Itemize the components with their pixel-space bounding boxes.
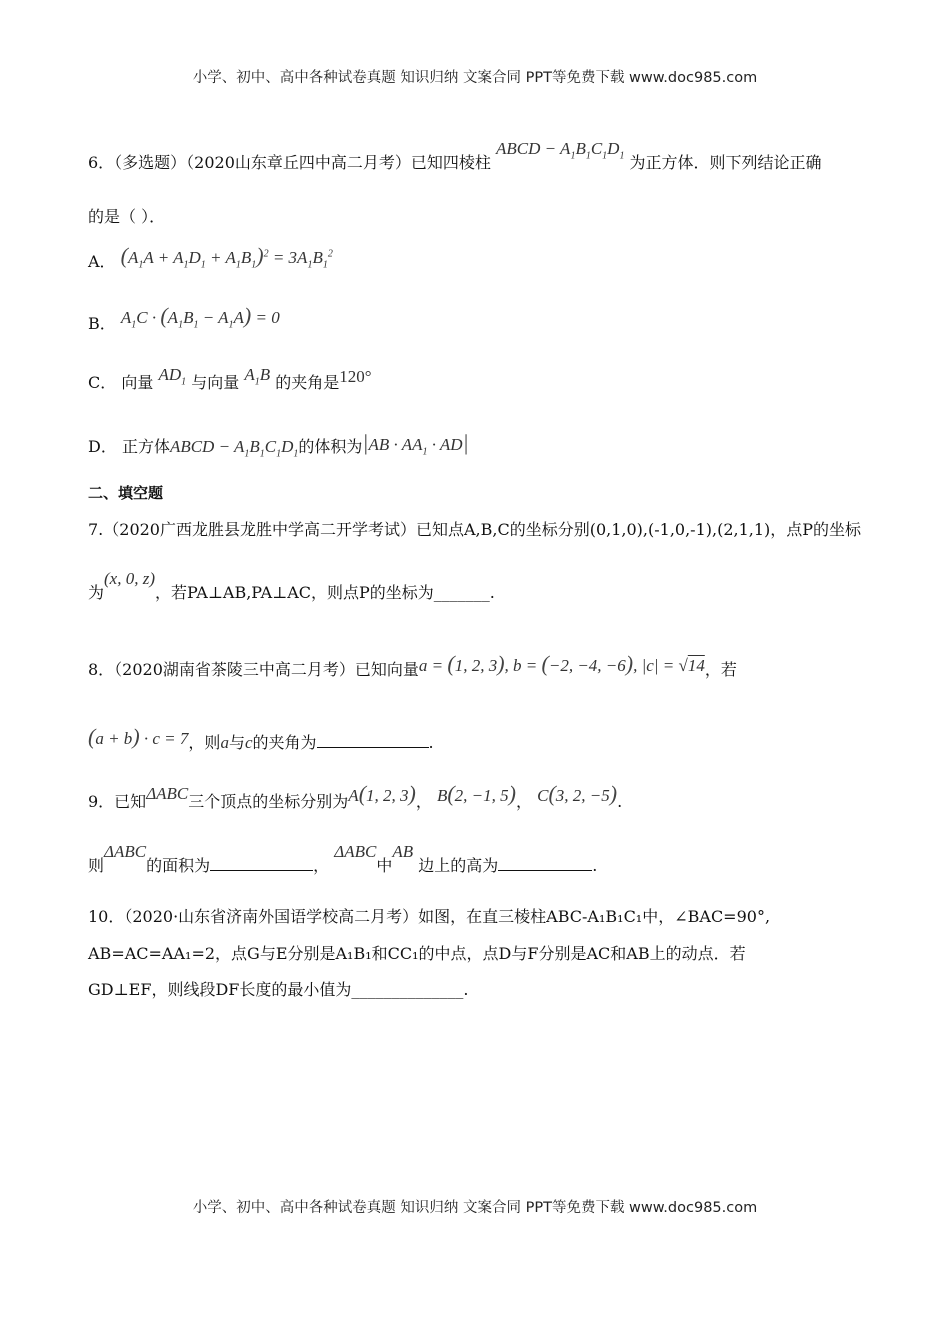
q9-point-a: A(1, 2, 3) xyxy=(348,781,416,806)
q6-line2: 的是（ ）． xyxy=(88,207,166,226)
q8-text-d: 与 xyxy=(228,733,245,752)
q8-var-c: c xyxy=(244,733,253,752)
q6-option-b xyxy=(88,303,280,336)
q10-line1: 10．（2020·山东省济南外国语学校高二月考）如图，在直三棱柱ABC-A₁B₁C₁中，∠BAC=90°, xyxy=(88,907,771,926)
q9-text-e: 的面积为 xyxy=(146,856,211,875)
q8-line2 xyxy=(88,724,434,754)
q9-text-h: 边上的高为 xyxy=(418,856,499,875)
option-d-volume: $|AB \cdot AA_1 \cdot AD|$ xyxy=(362,430,469,458)
q8-dot-formula: (a + b) · c = 7 xyxy=(88,724,189,749)
q8-text-f: . xyxy=(428,733,434,752)
q6-option-d xyxy=(88,432,469,459)
q8-answer-blank[interactable] xyxy=(317,733,429,748)
q7-line2 xyxy=(88,569,495,603)
q6-option-a xyxy=(88,243,333,274)
q9-text-g: 中 xyxy=(376,856,393,875)
option-b-formula: $A_1C \cdot (A_1B_1 - A_1A) = 0$ xyxy=(120,303,280,331)
q7-text-a: 为 xyxy=(88,583,105,602)
option-c-label: C． xyxy=(88,373,117,392)
option-c-text1: 向量 xyxy=(121,373,154,392)
q8-var-a: a xyxy=(220,733,229,752)
option-c-text2: 与向量 xyxy=(191,373,240,392)
q6-option-c xyxy=(88,365,372,395)
q9-side-ab: AB xyxy=(392,842,414,861)
vector-a1b: $A_1B$ xyxy=(244,365,271,388)
section-title: 二、填空题 xyxy=(88,484,164,502)
q10-line3: GD⊥EF，则线段DF长度的最小值为______________. xyxy=(88,980,469,999)
q9-area-blank[interactable] xyxy=(210,856,313,871)
q9-text-b: 三个顶点的坐标分别为 xyxy=(188,792,349,811)
option-d-text1: 正方体 xyxy=(121,437,170,456)
option-b-label: B． xyxy=(88,314,116,333)
q9-triangle-3: ΔABC xyxy=(334,842,377,861)
q6-suffix: 为正方体．则下列结论正确 xyxy=(629,153,822,172)
q7-text-b: ，若PA⊥AB,PA⊥AC，则点P的坐标为_______. xyxy=(155,583,495,602)
q9-triangle-2: ΔABC xyxy=(104,842,147,861)
q9-text-d: 则 xyxy=(88,856,105,875)
q9-line1 xyxy=(88,781,623,813)
q9-text-i: . xyxy=(592,856,598,875)
q7-line1: 7.（2020广西龙胜县龙胜中学高二开学考试）已知点A,B,C的坐标分别(0,1,0),(-1,0,-1),(2,1,1)，点P的坐标 xyxy=(88,520,862,539)
option-d-label: D． xyxy=(88,437,117,456)
option-a-formula: $(A_1A + A_1D_1 + A_1B_1)^2 = 3A_1B_1^2$ xyxy=(120,243,333,271)
q8-text-e: 的夹角为 xyxy=(252,733,317,752)
q6-prism-formula: ABCD − $A_1B_1C_1D_1$ xyxy=(496,139,625,162)
q8-line1 xyxy=(88,651,737,681)
q8-text-b: ，若 xyxy=(704,660,737,679)
q8-text-a: 8．（2020湖南省茶陵三中高二月考）已知向量 xyxy=(88,660,419,679)
q7-coord: (x, 0, z) xyxy=(104,569,155,588)
q9-line2 xyxy=(88,842,598,876)
page-footer: 小学、初中、高中各种试卷真题 知识归纳 文案合同 PPT等免费下载 www.doc985.com xyxy=(192,1200,758,1216)
q6-line1 xyxy=(88,139,822,175)
q9-triangle: ΔABC xyxy=(146,784,189,803)
q9-text-f: ， xyxy=(313,856,330,875)
q9-text-c: . xyxy=(617,792,623,811)
option-c-angle: 120° xyxy=(339,367,372,386)
q6-prefix: 6．（多选题）（2020山东章丘四中高二月考）已知四棱柱 xyxy=(88,153,491,172)
option-a-label: A． xyxy=(88,252,116,271)
q8-text-c: ，则 xyxy=(188,733,221,752)
page-header: 小学、初中、高中各种试卷真题 知识归纳 文案合同 PPT等免费下载 www.doc985.com xyxy=(192,70,758,86)
q10-line2: AB=AC=AA₁=2，点G与E分别是A₁B₁和CC₁的中点，点D与F分别是AC和AB上的动点．若 xyxy=(88,944,746,963)
q9-sep-2: ， xyxy=(515,792,532,811)
option-d-text2: 的体积为 xyxy=(298,437,363,456)
option-d-cube: ABCD − $A_1B_1C_1D_1$ xyxy=(169,437,299,460)
q9-point-c: C(3, 2, −5) xyxy=(537,781,618,806)
q9-sep-1: ， xyxy=(415,792,432,811)
q8-vectors: a = (1, 2, 3), b = (−2, −4, −6), |c| = √14 xyxy=(418,651,705,676)
q9-text-a: 9．已知 xyxy=(88,792,147,811)
option-c-text3: 的夹角是 xyxy=(275,373,340,392)
q9-height-blank[interactable] xyxy=(498,856,592,871)
vector-ad1: $AD_1$ xyxy=(158,365,187,388)
q9-point-b: B(2, −1, 5) xyxy=(436,781,516,806)
